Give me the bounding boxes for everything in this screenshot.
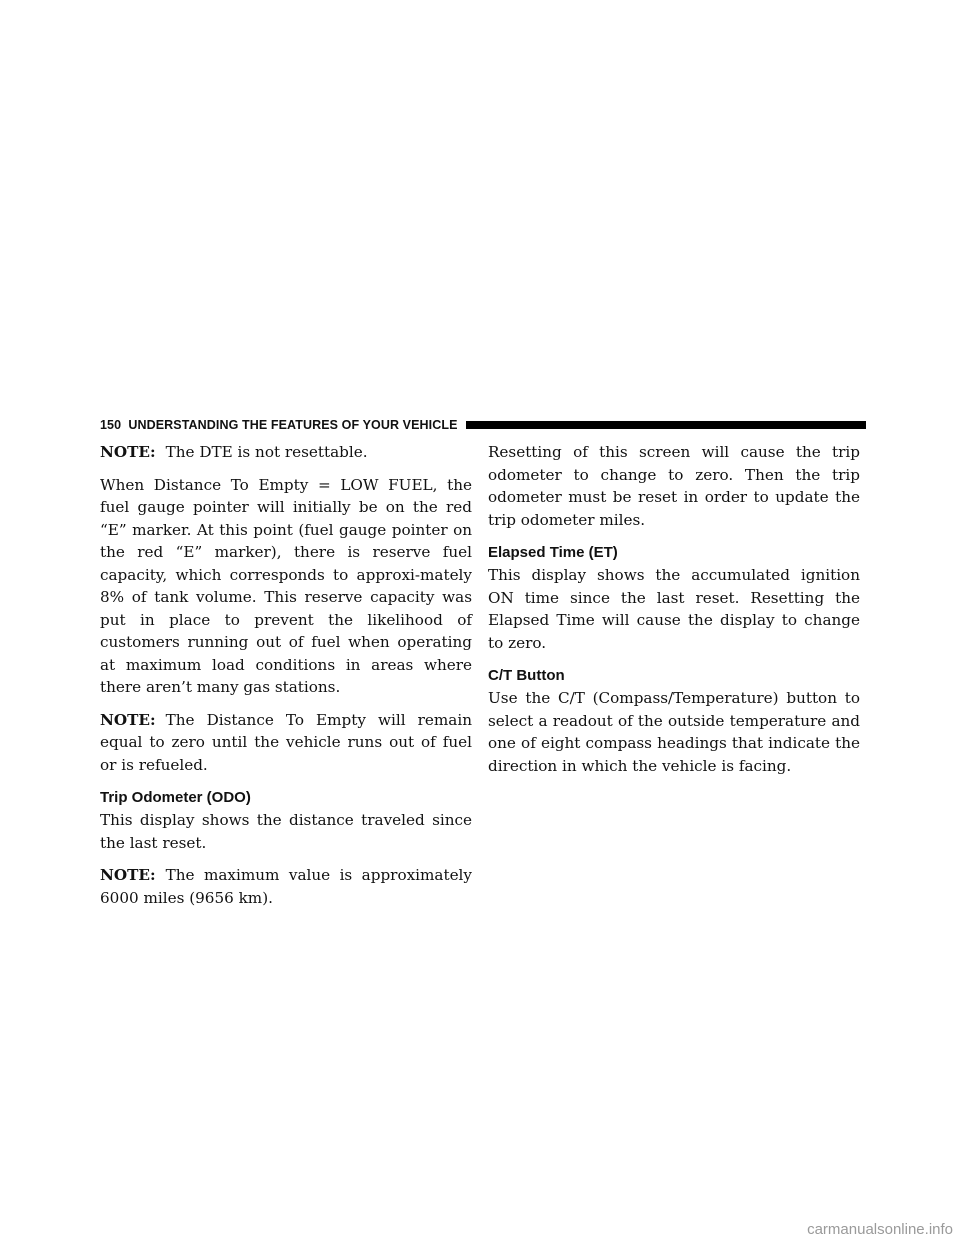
note-distance-to-empty bbox=[100, 709, 472, 777]
right-column bbox=[488, 441, 860, 787]
section-title: UNDERSTANDING THE FEATURES OF YOUR VEHICLE bbox=[128, 418, 458, 432]
paragraph-elapsed-time: This display shows the accumulated ignition ON time since the last reset. Resetting the Elapsed Time will cause the display to change to zero. bbox=[488, 566, 860, 652]
watermark-link[interactable]: carmanualsonline.info bbox=[807, 1221, 953, 1238]
paragraph-trip-odometer: This display shows the distance traveled since the last reset. bbox=[100, 811, 472, 852]
paragraph-ct-button: Use the C/T (Compass/Temperature) button to select a readout of the outside temperature and one of eight compass headings that indicate the direction in which the vehicle is facing. bbox=[488, 689, 860, 775]
paragraph-low-fuel: When Distance To Empty = LOW FUEL, the fuel gauge pointer will initially be on the red “E” marker. At this point (fuel gauge pointer on the red “E” marker), there is reserve fuel capacity, which corresponds to approxi-mately 8% of tank volume. This reserve capacity was put in place to prevent the likelihood of customers running out of fuel when operating at maximum load conditions in areas where there aren’t many gas stations. bbox=[100, 475, 472, 696]
note-text: The DTE is not resettable. bbox=[165, 443, 368, 461]
heading-elapsed-time: Elapsed Time (ET) bbox=[488, 544, 618, 561]
note-max-value bbox=[100, 864, 472, 909]
note-label: NOTE: bbox=[100, 443, 156, 461]
header-text bbox=[100, 418, 458, 432]
left-column bbox=[100, 441, 472, 919]
page-header bbox=[100, 416, 866, 436]
heading-trip-odometer: Trip Odometer (ODO) bbox=[100, 789, 251, 806]
page-number: 150 bbox=[100, 418, 122, 432]
note-label: NOTE: bbox=[100, 866, 156, 884]
note-text: The Distance To Empty will remain equal to zero until the vehicle runs out of fuel or is refueled. bbox=[100, 710, 472, 774]
note-label: NOTE: bbox=[100, 710, 156, 729]
header-rule bbox=[466, 421, 866, 429]
note-dte bbox=[100, 441, 472, 464]
paragraph-reset: Resetting of this screen will cause the trip odometer to change to zero. Then the trip odometer must be reset in order to update the trip odometer miles. bbox=[488, 443, 860, 529]
note-text: The maximum value is approximately 6000 miles (9656 km). bbox=[100, 866, 472, 907]
heading-ct-button: C/T Button bbox=[488, 667, 565, 684]
